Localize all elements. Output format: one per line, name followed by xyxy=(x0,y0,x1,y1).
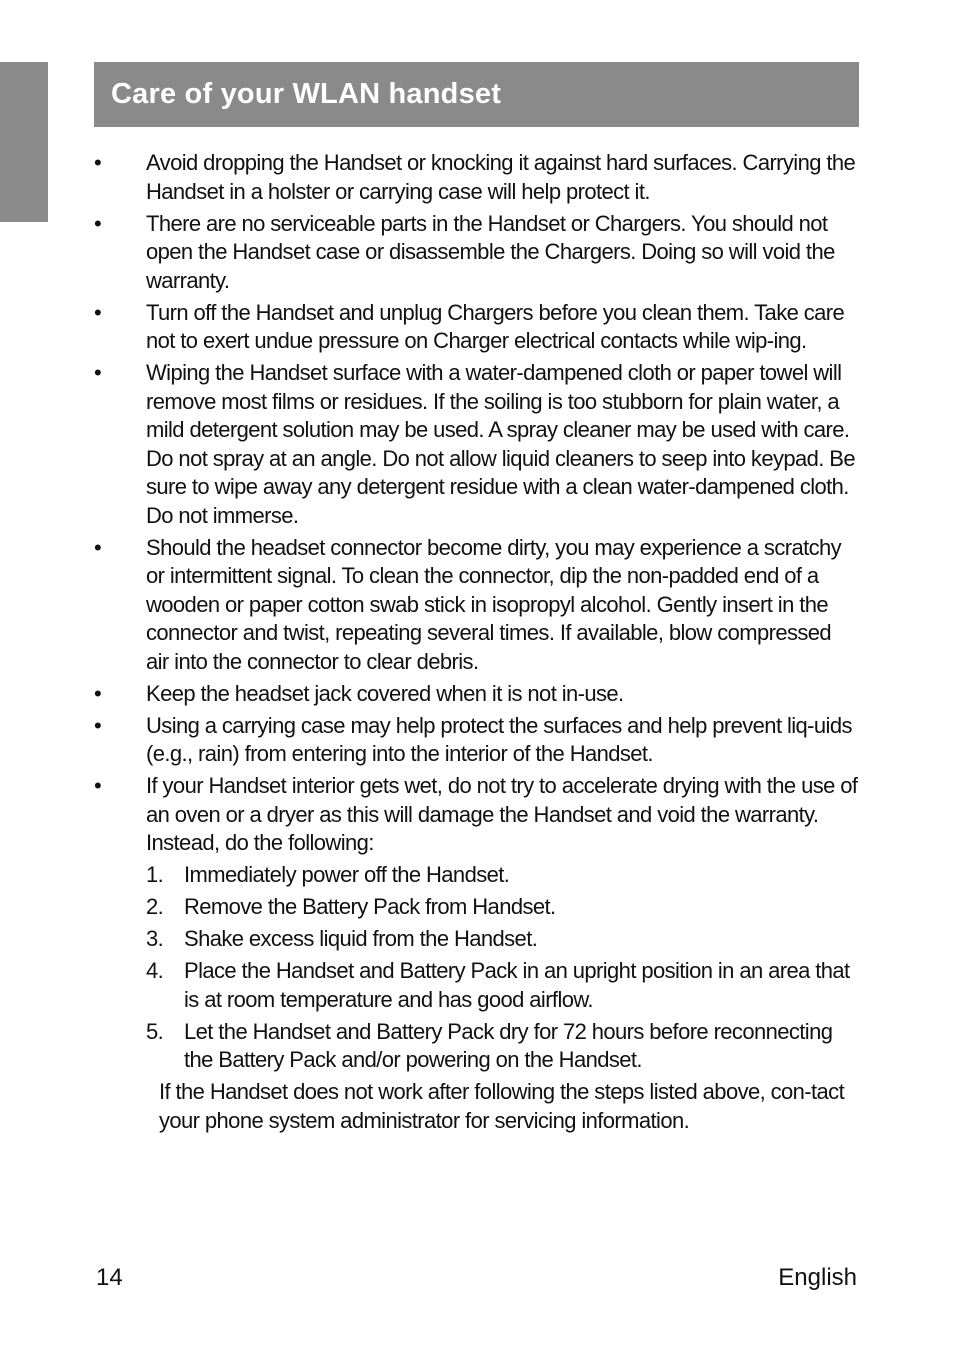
page-title: Care of your WLAN handset xyxy=(111,78,502,110)
care-instructions-list xyxy=(94,149,859,1135)
list-item xyxy=(94,680,859,709)
list-item-text: Wiping the Handset surface with a water-dampened cloth or paper towel will remove most films or residues. If the soiling is too stubborn for plain water, a mild detergent solution may be used. A spray cleaner may be used with care. Do not spray at an angle. Do not allow liquid cleaners to seep into keypad. Be sure to wipe away any detergent residue with a clean water-dampened cloth. Do not immerse. xyxy=(146,360,855,528)
bullet-icon: • xyxy=(94,150,102,175)
side-tab-marker xyxy=(0,62,48,222)
step-number: 5. xyxy=(146,1018,164,1044)
section-header xyxy=(94,62,859,127)
step-item xyxy=(146,957,859,1014)
bullet-icon: • xyxy=(94,680,102,706)
step-text: Let the Handset and Battery Pack dry for 72 hours before reconnecting the Battery Pack and/or powering on the Handset. xyxy=(184,1018,833,1072)
step-text: Remove the Battery Pack from Handset. xyxy=(184,894,556,919)
step-number: 1. xyxy=(146,862,164,887)
step-item xyxy=(146,861,859,890)
list-item xyxy=(94,149,859,206)
list-item-text: Turn off the Handset and unplug Chargers before you clean them. Take care not to exert undue pressure on Charger electrical contacts while wip-ing. xyxy=(146,299,845,353)
main-content xyxy=(94,149,859,1139)
list-item-text: Avoid dropping the Handset or knocking it against hard surfaces. Carrying the Handset in a holster or carrying case will help protect it. xyxy=(146,150,856,204)
step-item xyxy=(146,893,859,922)
list-item-text: Keep the headset jack covered when it is not in-use. xyxy=(146,680,624,706)
bullet-icon: • xyxy=(94,712,102,738)
step-text: Place the Handset and Battery Pack in an upright position in an area that is at room temperature and has good airflow. xyxy=(184,958,850,1012)
list-item xyxy=(94,712,859,769)
list-item xyxy=(94,534,859,677)
bullet-icon: • xyxy=(94,299,102,325)
list-item xyxy=(94,210,859,296)
drying-steps-list xyxy=(146,861,859,1075)
step-number: 4. xyxy=(146,958,164,983)
step-number: 3. xyxy=(146,926,164,951)
step-text: Immediately power off the Handset. xyxy=(184,862,510,887)
list-item-text: Should the headset connector become dirty, you may experience a scratchy or intermittent signal. To clean the connector, dip the non-padded end of a wooden or paper cotton swab stick in isopropyl alcohol. Gently insert in the connector and twist, repeating several times. If available, blow compressed air into the connector to clear debris. xyxy=(146,534,842,674)
list-item-text: Using a carrying case may help protect the surfaces and help prevent liq-uids (e.g., rain) from entering into the interior of the Handset. xyxy=(146,712,852,766)
bullet-icon: • xyxy=(94,773,102,798)
list-item-text: There are no serviceable parts in the Handset or Chargers. You should not open the Handset case or disassemble the Chargers. Doing so will void the warranty. xyxy=(146,210,835,293)
step-number: 2. xyxy=(146,894,164,919)
followup-paragraph: If the Handset does not work after following the steps listed above, con-tact your phone system administrator for servicing information. xyxy=(159,1079,845,1133)
bullet-icon: • xyxy=(94,360,102,385)
list-item-text: If your Handset interior gets wet, do not try to accelerate drying with the use of an oven or a dryer as this will damage the Handset and void the warranty. Instead, do the following: xyxy=(146,773,858,855)
bullet-icon: • xyxy=(94,210,102,236)
step-text: Shake excess liquid from the Handset. xyxy=(184,926,538,951)
list-item xyxy=(94,772,859,1135)
footer-language: English xyxy=(778,1264,857,1291)
list-item xyxy=(94,359,859,530)
step-item xyxy=(146,925,859,954)
page-number: 14 xyxy=(96,1264,123,1291)
step-item xyxy=(146,1018,859,1075)
bullet-icon: • xyxy=(94,534,102,560)
list-item xyxy=(94,299,859,356)
